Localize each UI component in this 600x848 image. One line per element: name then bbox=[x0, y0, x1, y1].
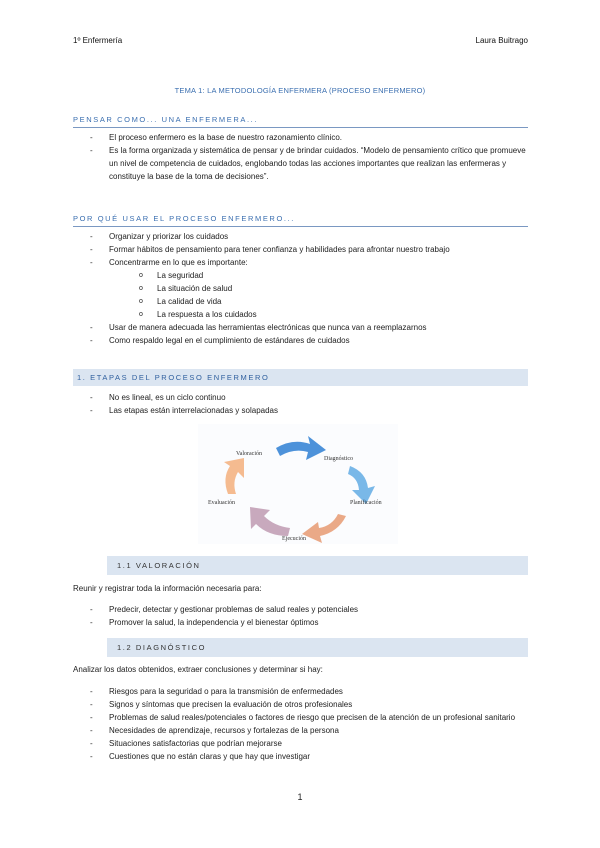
list-item: - Formar hábitos de pensamiento para tener confianza y habilidades para afrontar nuestro trabajo bbox=[90, 243, 530, 256]
list-item: - Necesidades de aprendizaje, recursos y fortalezas de la persona bbox=[90, 724, 530, 737]
label-planificacion: Planificación bbox=[350, 500, 382, 506]
sublist bbox=[109, 269, 530, 321]
pensar-list bbox=[90, 131, 530, 183]
diagnostico-list bbox=[90, 685, 530, 763]
list-item: - Como respaldo legal en el cumplimiento de estándares de cuidados bbox=[90, 334, 530, 347]
sublist-item: o La seguridad bbox=[139, 269, 530, 282]
label-valoracion: Valoración bbox=[236, 451, 262, 457]
arrow-diagnostico-planificacion bbox=[348, 466, 375, 504]
list-item-text: Concentrarme en lo que es importante: bbox=[109, 258, 248, 267]
list-item: - Predecir, detectar y gestionar problemas de salud reales y potenciales bbox=[90, 603, 530, 616]
subsection-heading-diagnostico: 1.2 DIAGNÓSTICO bbox=[107, 638, 528, 657]
section-heading-etapas: 1. ETAPAS DEL PROCESO ENFERMERO bbox=[73, 369, 528, 386]
list-item bbox=[90, 256, 530, 321]
list-item: - Cuestiones que no están claras y que hay que investigar bbox=[90, 750, 530, 763]
process-cycle-diagram bbox=[198, 424, 398, 544]
valoracion-list bbox=[90, 603, 530, 629]
header-author: Laura Buitrago bbox=[475, 36, 528, 45]
list-item: - Problemas de salud reales/potenciales o factores de riesgo que precisen de la atención de un profesional sanitario bbox=[90, 711, 530, 724]
list-item: - Es la forma organizada y sistemática de pensar y de brindar cuidados. “Modelo de pensamiento crítico que promueve un nivel de competencia de cuidados, englobando todas las acciones importantes que realizan las enfermeras y constituye la base de la toma de decisiones”. bbox=[90, 144, 530, 183]
cycle-diagram-svg bbox=[198, 424, 398, 544]
arrow-ejecucion-evaluacion bbox=[250, 507, 290, 536]
sublist-item: o La calidad de vida bbox=[139, 295, 530, 308]
header-course: 1º Enfermería bbox=[73, 36, 123, 45]
arrow-evaluacion-valoracion bbox=[224, 458, 244, 494]
list-item: - Signos y síntomas que precisen la evaluación de otros profesionales bbox=[90, 698, 530, 711]
list-item: - Situaciones satisfactorias que podrían mejorarse bbox=[90, 737, 530, 750]
arrow-valoracion-diagnostico bbox=[276, 436, 326, 460]
list-item: - Organizar y priorizar los cuidados bbox=[90, 230, 530, 243]
section-heading-porque: POR QUÉ USAR EL PROCESO ENFERMERO... bbox=[73, 214, 528, 227]
list-item: - Usar de manera adecuada las herramientas electrónicas que nunca van a reemplazarnos bbox=[90, 321, 530, 334]
diagnostico-intro: Analizar los datos obtenidos, extraer conclusiones y determinar si hay: bbox=[73, 665, 323, 674]
arrow-planificacion-ejecucion bbox=[302, 514, 346, 543]
label-diagnostico: Diagnóstico bbox=[324, 456, 353, 462]
list-item: - No es lineal, es un ciclo continuo bbox=[90, 391, 530, 404]
label-evaluacion: Evaluación bbox=[208, 500, 235, 506]
list-item: - Riesgos para la seguridad o para la transmisión de enfermedades bbox=[90, 685, 530, 698]
sublist-item: o La respuesta a los cuidados bbox=[139, 308, 530, 321]
subsection-heading-valoracion: 1.1 VALORACIÓN bbox=[107, 556, 528, 575]
list-item: - El proceso enfermero es la base de nuestro razonamiento clínico. bbox=[90, 131, 530, 144]
page-number: 1 bbox=[297, 792, 303, 802]
valoracion-intro: Reunir y registrar toda la información necesaria para: bbox=[73, 584, 262, 593]
etapas-list bbox=[90, 391, 530, 417]
section-heading-pensar: PENSAR COMO... UNA ENFERMERA... bbox=[73, 115, 528, 128]
list-item: - Las etapas están interrelacionadas y solapadas bbox=[90, 404, 530, 417]
porque-list bbox=[90, 230, 530, 347]
list-item: - Promover la salud, la independencia y el bienestar óptimos bbox=[90, 616, 530, 629]
page-title: TEMA 1: LA METODOLOGÍA ENFERMERA (PROCESO ENFERMERO) bbox=[174, 86, 426, 95]
sublist-item: o La situación de salud bbox=[139, 282, 530, 295]
label-ejecucion: Ejecución bbox=[282, 536, 306, 542]
